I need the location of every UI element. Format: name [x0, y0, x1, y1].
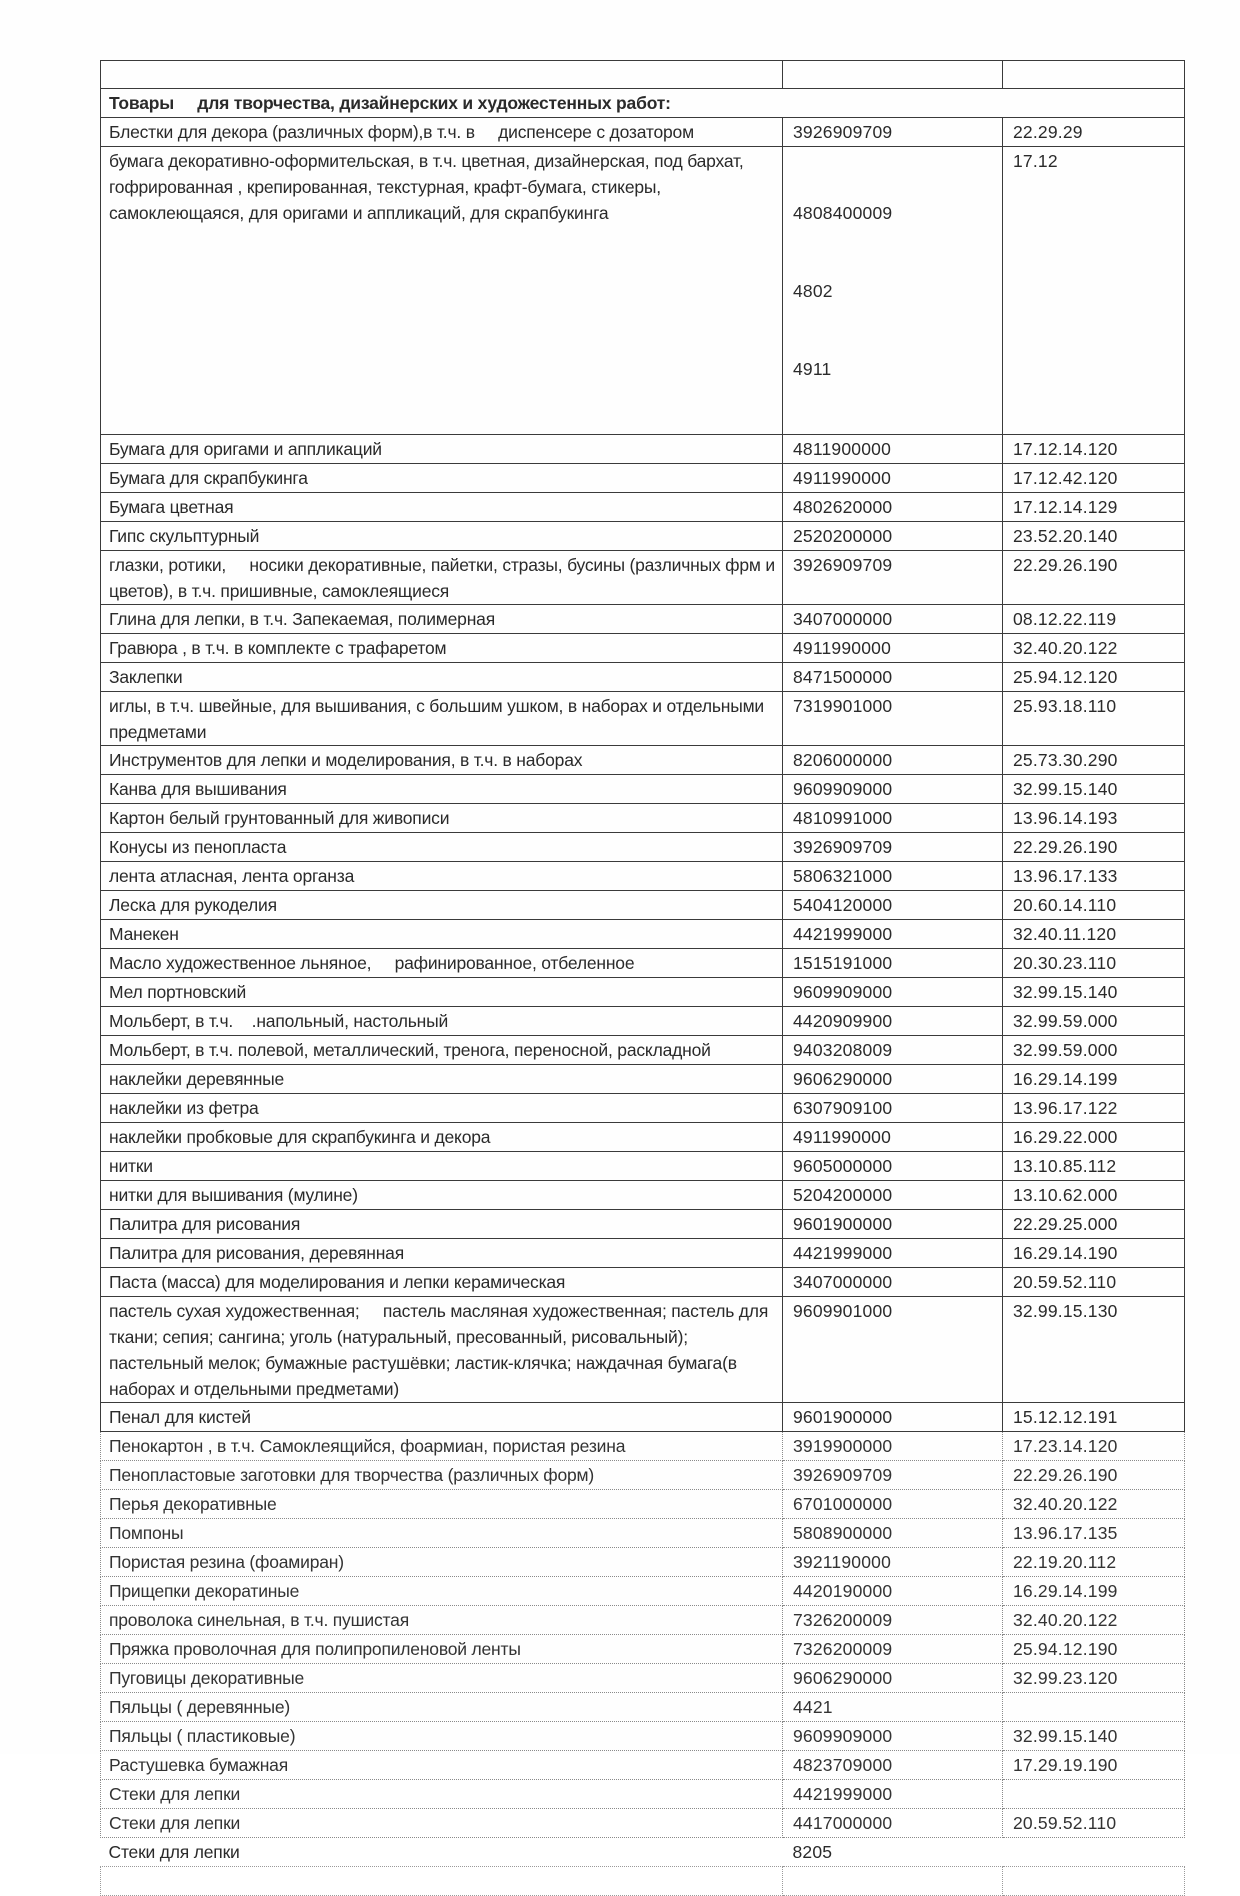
- okpd-code: 25.93.18.110: [1003, 692, 1185, 746]
- okpd-code: 17.12.14.129: [1003, 493, 1185, 522]
- product-name: Мольберт, в т.ч. .напольный, настольный: [101, 1007, 783, 1036]
- product-name: Перья декоративные: [101, 1490, 783, 1519]
- product-name: Гравюра , в т.ч. в комплекте с трафаретом: [101, 634, 783, 663]
- product-name: иглы, в т.ч. швейные, для вышивания, с большим ушком, в наборах и отдельными предметами: [101, 692, 783, 746]
- product-name: проволока синельная, в т.ч. пушистая: [101, 1606, 783, 1635]
- table-row: [101, 1268, 1185, 1297]
- product-name: Картон белый грунтованный для живописи: [101, 804, 783, 833]
- product-name: Гипс скульптурный: [101, 522, 783, 551]
- okpd-code: 32.40.20.122: [1003, 1606, 1185, 1635]
- tnved-code: 1515191000: [783, 949, 1003, 978]
- tnved-code: 9609909000: [783, 775, 1003, 804]
- okpd-code: 16.29.14.199: [1003, 1577, 1185, 1606]
- product-name: Пористая резина (фоамиран): [101, 1548, 783, 1577]
- table-row: [101, 1152, 1185, 1181]
- okpd-code: 22.29.25.000: [1003, 1210, 1185, 1239]
- table-row: [101, 605, 1185, 634]
- table-row: [101, 1297, 1185, 1403]
- okpd-code: 16.29.14.199: [1003, 1065, 1185, 1094]
- tnved-code: 3926909709: [783, 551, 1003, 605]
- tnved-code: 7319901000: [783, 692, 1003, 746]
- tnved-code: 4911990000: [783, 464, 1003, 493]
- product-name: нитки: [101, 1152, 783, 1181]
- table-row: [101, 949, 1185, 978]
- table-row: [101, 1722, 1185, 1751]
- okpd-code: 08.12.22.119: [1003, 605, 1185, 634]
- okpd-code: 17.29.19.190: [1003, 1751, 1185, 1780]
- tnved-code: 6701000000: [783, 1490, 1003, 1519]
- okpd-code: 32.99.15.140: [1003, 775, 1185, 804]
- table-row: [101, 1036, 1185, 1065]
- okpd-code: 13.96.17.133: [1003, 862, 1185, 891]
- tnved-code-line: 4802: [793, 281, 833, 301]
- table-row: [101, 1490, 1185, 1519]
- table-row: [101, 1519, 1185, 1548]
- tnved-code: 9609909000: [783, 978, 1003, 1007]
- tnved-code: [783, 147, 1003, 435]
- table-row: [101, 1239, 1185, 1268]
- tnved-code: 9601900000: [783, 1210, 1003, 1239]
- product-name: Стеки для лепки: [101, 1809, 783, 1838]
- okpd-code: 13.96.14.193: [1003, 804, 1185, 833]
- tnved-code: 4810991000: [783, 804, 1003, 833]
- tnved-code: 5204200000: [783, 1181, 1003, 1210]
- tnved-code: 4420190000: [783, 1577, 1003, 1606]
- tnved-code: 3926909709: [783, 833, 1003, 862]
- okpd-code: 32.99.15.130: [1003, 1297, 1185, 1403]
- product-name: пастель сухая художественная; пастель масляная художественная; пастель для ткани; сепия; сангина; уголь (натуральный, пресованный, рисовальный); пастельный мелок; бумажные растушёвки; ластик-клячка; наждачная бумага(в наборах и отдельными предметами): [101, 1297, 783, 1403]
- okpd-code: 20.60.14.110: [1003, 891, 1185, 920]
- product-name: Глина для лепки, в т.ч. Запекаемая, полимерная: [101, 605, 783, 634]
- okpd-code: 32.99.59.000: [1003, 1007, 1185, 1036]
- table-row: [101, 804, 1185, 833]
- product-name: Пенокартон , в т.ч. Самоклеящийся, фоармиан, пористая резина: [101, 1432, 783, 1461]
- product-name: Мел портновский: [101, 978, 783, 1007]
- okpd-code: 32.99.15.140: [1003, 978, 1185, 1007]
- okpd-code: 13.96.17.122: [1003, 1094, 1185, 1123]
- okpd-code: 32.99.23.120: [1003, 1664, 1185, 1693]
- tnved-code: 2520200000: [783, 522, 1003, 551]
- table-row: [101, 634, 1185, 663]
- table-row: [101, 435, 1185, 464]
- product-name: Пяльцы ( деревянные): [101, 1693, 783, 1722]
- empty-cell: [783, 61, 1003, 89]
- product-name: Растушевка бумажная: [101, 1751, 783, 1780]
- tnved-code: 4417000000: [783, 1809, 1003, 1838]
- okpd-code: 22.29.26.190: [1003, 833, 1185, 862]
- okpd-code: [1003, 1838, 1185, 1867]
- tnved-code: 8206000000: [783, 746, 1003, 775]
- table-row: [101, 1867, 1185, 1896]
- table-row: [101, 1065, 1185, 1094]
- product-name: Палитра для рисования, деревянная: [101, 1239, 783, 1268]
- table-row: [101, 663, 1185, 692]
- tnved-code: 4420909900: [783, 1007, 1003, 1036]
- product-name: Бумага для оригами и аппликаций: [101, 435, 783, 464]
- table-row: [101, 1693, 1185, 1722]
- empty-cell: [101, 61, 783, 89]
- table-row: [101, 1780, 1185, 1809]
- okpd-code: 13.96.17.135: [1003, 1519, 1185, 1548]
- table-row: [101, 1210, 1185, 1239]
- table-row: [101, 1838, 1185, 1867]
- okpd-code: 22.29.26.190: [1003, 551, 1185, 605]
- okpd-code: 13.10.62.000: [1003, 1181, 1185, 1210]
- tnved-code: 5404120000: [783, 891, 1003, 920]
- product-name: Прищепки декоратиные: [101, 1577, 783, 1606]
- table-row: [101, 522, 1185, 551]
- okpd-code: 23.52.20.140: [1003, 522, 1185, 551]
- product-name: Стеки для лепки: [101, 1780, 783, 1809]
- tnved-code: 3921190000: [783, 1548, 1003, 1577]
- product-name: Стеки для лепки: [108, 1842, 240, 1862]
- product-name: наклейки из фетра: [101, 1094, 783, 1123]
- table-row: [101, 1181, 1185, 1210]
- product-name: Конусы из пенопласта: [101, 833, 783, 862]
- product-name: глазки, ротики, носики декоративные, пайетки, стразы, бусины (различных фрм и цветов), в т.ч. пришивные, самоклеящиеся: [101, 551, 783, 605]
- tnved-code: [783, 1867, 1003, 1896]
- product-name: лента атласная, лента органза: [101, 862, 783, 891]
- table-row: [101, 1548, 1185, 1577]
- section-title: Товары для творчества, дизайнерских и художестенных работ:: [101, 89, 1185, 118]
- table-row: [101, 746, 1185, 775]
- tnved-code: 9403208009: [783, 1036, 1003, 1065]
- okpd-code: 16.29.14.190: [1003, 1239, 1185, 1268]
- okpd-code: 32.40.20.122: [1003, 1490, 1185, 1519]
- product-name: Манекен: [101, 920, 783, 949]
- table-row: [101, 147, 1185, 435]
- tnved-code: 5806321000: [783, 862, 1003, 891]
- tnved-code: 4811900000: [783, 435, 1003, 464]
- tnved-code: 3926909709: [783, 118, 1003, 147]
- product-name: нитки для вышивания (мулине): [101, 1181, 783, 1210]
- product-name: наклейки деревянные: [101, 1065, 783, 1094]
- okpd-code: 32.99.15.140: [1003, 1722, 1185, 1751]
- tnved-code: 3926909709: [783, 1461, 1003, 1490]
- okpd-code: 17.12.14.120: [1003, 435, 1185, 464]
- okpd-code: 22.29.29: [1003, 118, 1185, 147]
- table-row: [101, 775, 1185, 804]
- table-row: [101, 1403, 1185, 1432]
- tnved-code: 7326200009: [783, 1635, 1003, 1664]
- okpd-code: 25.73.30.290: [1003, 746, 1185, 775]
- tnved-code: 8205: [792, 1842, 833, 1862]
- product-name: Пуговицы декоративные: [101, 1664, 783, 1693]
- okpd-code: [1003, 1693, 1185, 1722]
- okpd-code: 15.12.12.191: [1003, 1403, 1185, 1432]
- product-name: Пенал для кистей: [101, 1403, 783, 1432]
- table-row-empty: [101, 61, 1185, 89]
- okpd-code: 17.12: [1003, 147, 1185, 435]
- tnved-code: 9601900000: [783, 1403, 1003, 1432]
- tnved-code: 9605000000: [783, 1152, 1003, 1181]
- okpd-code: 16.29.22.000: [1003, 1123, 1185, 1152]
- product-name: наклейки пробковые для скрапбукинга и декора: [101, 1123, 783, 1152]
- section-header-row: [101, 89, 1185, 118]
- tnved-code: 3407000000: [783, 605, 1003, 634]
- okpd-code: 22.29.26.190: [1003, 1461, 1185, 1490]
- table-row: [101, 1751, 1185, 1780]
- product-name: Инструментов для лепки и моделирования, в т.ч. в наборах: [101, 746, 783, 775]
- empty-cell: [1003, 61, 1185, 89]
- tnved-code-line: 4808400009: [793, 203, 893, 223]
- tnved-code: 4802620000: [783, 493, 1003, 522]
- table-row: [101, 1094, 1185, 1123]
- product-name: Блестки для декора (различных форм),в т.ч. в диспенсере с дозатором: [101, 118, 783, 147]
- okpd-code: 25.94.12.120: [1003, 663, 1185, 692]
- product-name: Помпоны: [101, 1519, 783, 1548]
- product-name: Паста (масса) для моделирования и лепки керамическая: [101, 1268, 783, 1297]
- okpd-code: 20.59.52.110: [1003, 1268, 1185, 1297]
- table-row: [101, 551, 1185, 605]
- tnved-code: 5808900000: [783, 1519, 1003, 1548]
- okpd-code: 20.30.23.110: [1003, 949, 1185, 978]
- product-name: Масло художественное льняное, рафинированное, отбеленное: [101, 949, 783, 978]
- table-row: [101, 833, 1185, 862]
- tnved-code: 9609909000: [783, 1722, 1003, 1751]
- tnved-code: 4823709000: [783, 1751, 1003, 1780]
- tnved-code: 7326200009: [783, 1606, 1003, 1635]
- product-name: Мольберт, в т.ч. полевой, металлический, тренога, переносной, раскладной: [101, 1036, 783, 1065]
- table-row: [101, 1664, 1185, 1693]
- okpd-code: [1003, 1867, 1185, 1896]
- table-row: [101, 978, 1185, 1007]
- okpd-code: 20.59.52.110: [1003, 1809, 1185, 1838]
- tnved-code: 9609901000: [783, 1297, 1003, 1403]
- table-row: [101, 493, 1185, 522]
- table-row: [101, 1432, 1185, 1461]
- table-row: [101, 920, 1185, 949]
- product-name: Заклепки: [101, 663, 783, 692]
- table-row: [101, 1606, 1185, 1635]
- tnved-code: 4421999000: [783, 920, 1003, 949]
- product-name: Бумага цветная: [101, 493, 783, 522]
- tnved-code: 4421: [783, 1693, 1003, 1722]
- tnved-code: 6307909100: [783, 1094, 1003, 1123]
- okpd-code: [1003, 1780, 1185, 1809]
- table-row: [101, 1809, 1185, 1838]
- product-name: Леска для рукоделия: [101, 891, 783, 920]
- table-row: [101, 692, 1185, 746]
- okpd-code: 32.40.11.120: [1003, 920, 1185, 949]
- table-row: [101, 1577, 1185, 1606]
- tnved-code: 9606290000: [783, 1065, 1003, 1094]
- table-row: [101, 1123, 1185, 1152]
- table-row: [101, 862, 1185, 891]
- product-name: Пряжка проволочная для полипропиленовой ленты: [101, 1635, 783, 1664]
- tnved-code-line: 4911: [793, 359, 832, 379]
- table-row: [101, 464, 1185, 493]
- product-name: Пяльцы ( пластиковые): [101, 1722, 783, 1751]
- table-row: [101, 1461, 1185, 1490]
- tnved-code: 8471500000: [783, 663, 1003, 692]
- table-row: [101, 118, 1185, 147]
- tnved-code: 3407000000: [783, 1268, 1003, 1297]
- tnved-code: 3919900000: [783, 1432, 1003, 1461]
- table-row: [101, 891, 1185, 920]
- okpd-code: 32.40.20.122: [1003, 634, 1185, 663]
- product-name: бумага декоративно-оформительская, в т.ч. цветная, дизайнерская, под бархат, гофрированная , крепированная, текстурная, крафт-бумага, стикеры, самоклеющаяся, для оригами и аппликаций, для скрапбукинга: [101, 147, 783, 435]
- okpd-code: 17.12.42.120: [1003, 464, 1185, 493]
- tnved-code: 4911990000: [783, 1123, 1003, 1152]
- product-name: [101, 1867, 783, 1896]
- okpd-code: 32.99.59.000: [1003, 1036, 1185, 1065]
- product-name: Бумага для скрапбукинга: [101, 464, 783, 493]
- okpd-code: 22.19.20.112: [1003, 1548, 1185, 1577]
- tnved-code: 9606290000: [783, 1664, 1003, 1693]
- okpd-code: 25.94.12.190: [1003, 1635, 1185, 1664]
- tnved-code: 4421999000: [783, 1780, 1003, 1809]
- tnved-code: 4911990000: [783, 634, 1003, 663]
- tnved-code: 4421999000: [783, 1239, 1003, 1268]
- okpd-code: 17.23.14.120: [1003, 1432, 1185, 1461]
- table-row: [101, 1635, 1185, 1664]
- goods-table: [100, 60, 1185, 1896]
- product-name: Пенопластовые заготовки для творчества (различных форм): [101, 1461, 783, 1490]
- product-name: Канва для вышивания: [101, 775, 783, 804]
- okpd-code: 13.10.85.112: [1003, 1152, 1185, 1181]
- product-name: Палитра для рисования: [101, 1210, 783, 1239]
- table-row: [101, 1007, 1185, 1036]
